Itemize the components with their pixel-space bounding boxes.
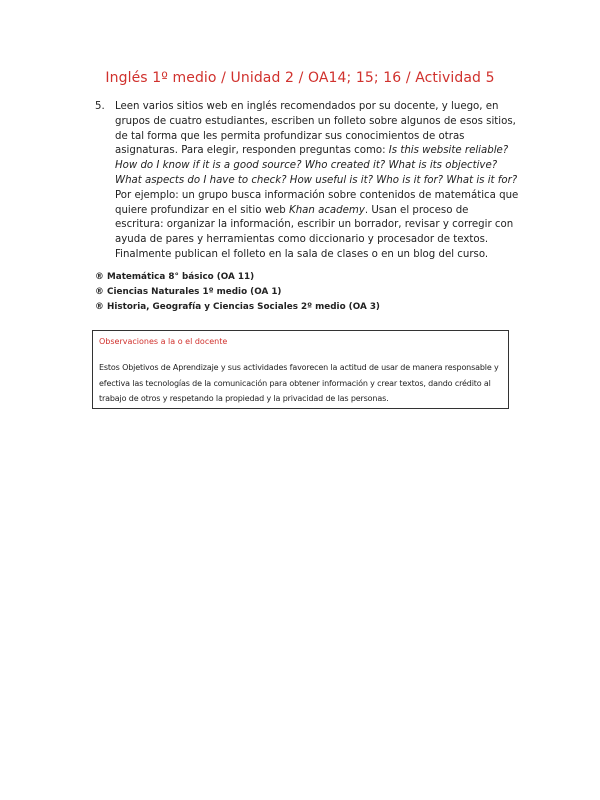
activity-intro: Leen varios sitios web en inglés recomendados por su docente, y luego, en grupos de cuatro estudiantes, escriben un folleto sobre algunos de esos sitios, de tal forma que les permita profundizar sus conocimientos de otras asignaturas. Para elegir, responden preguntas como: [115,101,516,157]
activity-example-after: . Usan el proceso de escritura: organizar la información, escribir un borrador, revisar y corregir con ayuda de pares y herramientas como diccionario y procesador de textos. Finalmente publican el folleto en la sala de clases o en un blog del curso. [115,204,514,260]
bullet-icon: ® [95,287,104,297]
subject-connections-list [95,270,525,315]
list-item [95,300,525,315]
activity-example-site: Khan academy [289,204,365,216]
activity-instructions [95,100,520,263]
page-title: Inglés 1º medio / Unidad 2 / OA14; 15; 16 / Actividad 5 [105,70,495,86]
bullet-icon: ® [95,272,104,282]
list-item [95,285,525,300]
observations-heading: Observaciones a la o el docente [99,337,228,346]
observations-body: Estos Objetivos de Aprendizaje y sus actividades favorecen la actitud de usar de manera responsable y efectiva las tecnologías de la comunicación para obtener información y crear textos, dando crédito al trabajo de otros y respetando la propiedad y la privacidad de las personas. [99,363,499,403]
list-item-label: Ciencias Naturales 1º medio (OA 1) [107,287,282,297]
list-item [95,270,525,285]
list-item-label: Matemática 8° básico (OA 11) [107,272,255,282]
list-item-label: Historia, Geografía y Ciencias Sociales 2º medio (OA 3) [107,302,380,312]
activity-number: 5. [95,101,105,112]
activity-questions: Is this website reliable? How do I know if it is a good source? Who created it? What is its objective? What aspects do I have to check? How useful is it? Who is it for? What is it for? [115,145,518,186]
bullet-icon: ® [95,302,104,312]
activity-example-before: Por ejemplo: un grupo busca información sobre contenidos de matemática que quiere profundizar en el sitio web [115,189,519,216]
teacher-observations-box [92,330,509,409]
activity-text [115,100,520,263]
